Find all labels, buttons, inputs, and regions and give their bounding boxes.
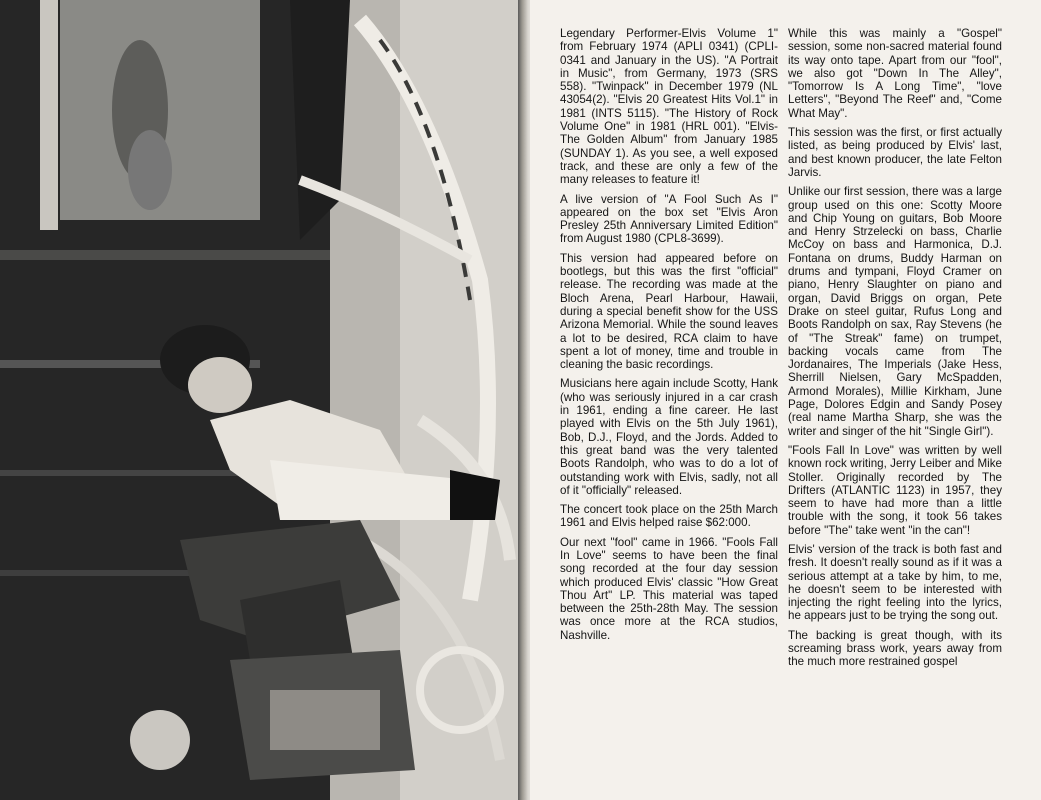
paragraph: Our next "fool" came in 1966. "Fools Fall In Love" seems to have been the final song recorded at the four day session which produced Elvis' classic "How Great Thou Art" LP. This material was taped between the 25th-28th May. The session was once more at the RCA studios, Nashville. xyxy=(560,535,778,642)
text-column-right xyxy=(788,27,1002,675)
paragraph: "Fools Fall In Love" was written by well known rock writing, Jerry Leiber and Mike Stoller. Originally recorded by The Drifters (ATLANTIC 1123) in 1957, they seem to have had more than a little trouble with the song, it took 56 takes before "The" take went "in the can"! xyxy=(788,443,1002,537)
paragraph: A live version of "A Fool Such As I" appeared on the box set "Elvis Aron Presley 25th Anniversary Limited Edition" from August 1980 (CPL8-3699). xyxy=(560,192,778,246)
paragraph: The concert took place on the 25th March 1961 and Elvis helped raise $62:000. xyxy=(560,503,778,530)
paragraph: Musicians here again include Scotty, Hank (who was seriously injured in a car crash in 1961, ending a fine career. He last played with Elvis on the 5th July 1961), Bob, D.J., Floyd, and the Jords. Added to this great band was the very talented Boots Randolph, who was to do a lot of outstanding work with Elvis, sadly, not all of it "officially" released. xyxy=(560,377,778,497)
paragraph: This version had appeared before on bootlegs, but this was the first "official" release. The recording was made at the Bloch Arena, Pearl Harbour, Hawaii, during a special benefit show for the USS Arizona Memorial. While the sound leaves a lot to be desired, RCA claim to have spent a lot of money, time and trouble in cleaning the basic recordings. xyxy=(560,251,778,372)
paragraph: The backing is great though, with its screaming brass work, years away from the much more restrained gospel xyxy=(788,628,1002,669)
paragraph: Unlike our first session, there was a large group used on this one: Scotty Moore and Chip Young on guitars, Bob Moore and Henry Strzelecki on bass, Charlie McCoy on bass and Harmonica, D.J. Fontana on drums, Buddy Harman on drums and tympani, Floyd Cramer on piano, Henry Slaughter on piano and organ, David Briggs on organ, Pete Drake on steel guitar, Rufus Long and Boots Randolph on sax, Ray Stevens (he of "The Streak" fame) on trumpet, backing vocals came from The Jordanaires, The Imperials (Jake Hess, Sherrill Nielsen, Gary McSpadden, Armond Morales), Millie Kirkham, June Page, Dolores Edgin and Sandy Posey (real name Martha Sharp, she was the writer and singer of the hit "Single Girl"). xyxy=(788,185,1002,438)
paragraph: Legendary Performer-Elvis Volume 1" from February 1974 (APLI 0341) (CPLI-0341 and January in the US). "A Portrait in Music", from Germany, 1973 (SRS 558). "Twinpack" in December 1979 (NL 43054(2). "Elvis 20 Greatest Hits Vol.1" in 1981 (INTS 5115). "The History of Rock Volume One" in 1981 (HRL 001). "Elvis- The Golden Album" from January 1985 (SUNDAY 1). As you see, a well exposed track, and these are only a few of the many releases to feature it! xyxy=(560,27,778,187)
paragraph: Elvis' version of the track is both fast and fresh. It doesn't really sound as if it was a serious attempt at a take by him, to me, he doesn't seem to be interested with injecting the right feeling into the lyrics, he appears just to be trying the song out. xyxy=(788,542,1002,623)
paragraph: While this was mainly a "Gospel" session, some non-sacred material found its way onto tape. Apart from our "fool", we also got "Down In The Alley", "Tomorrow Is A Long Time", "love Letters", "Beyond The Reef" and, "Come What May". xyxy=(788,27,1002,120)
text-column-left xyxy=(560,27,778,648)
paragraph: This session was the first, or first actually listed, as being produced by Elvis' last, and best known producer, the late Felton Jarvis. xyxy=(788,126,1002,179)
article-page xyxy=(530,0,1041,800)
